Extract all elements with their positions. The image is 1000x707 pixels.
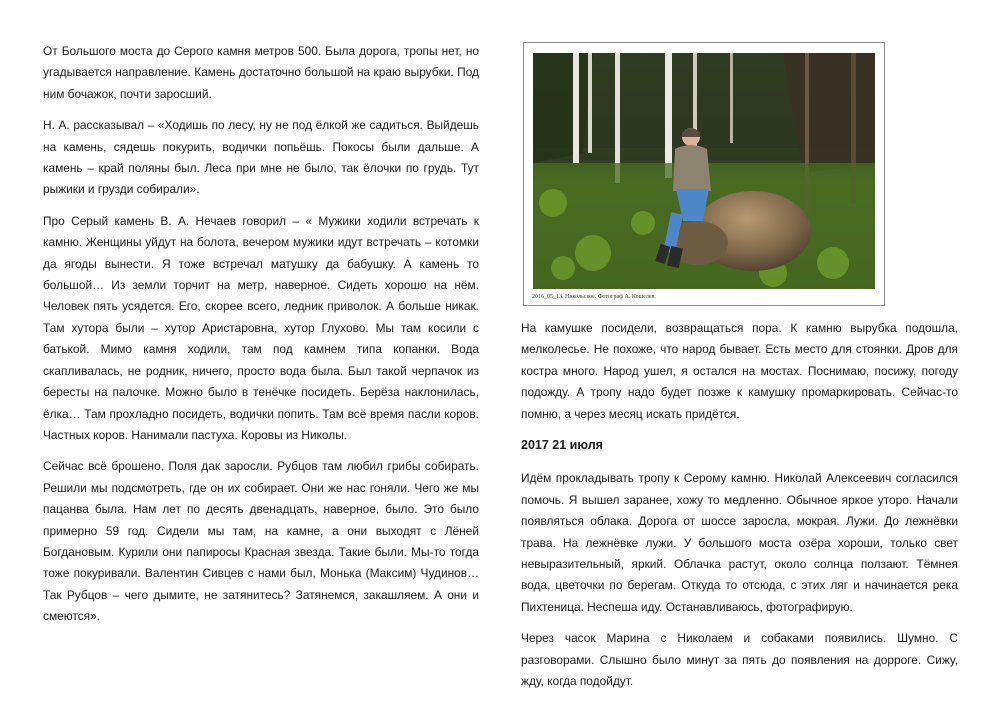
paragraph: Про Серый камень В. А. Нечаев говорил – « Мужики ходили встречать к камню. Женщины уйдут на болота, вечером мужики идут встречать – котомки да ягоды вынести. Я тоже встречал матушку да бабушку. А камень то большой… Из земли торчит на метр, наверное. Сидеть хорошо на нём. Человек пять усядется. Его, скорее всего, ледник приволок. А больше никак. Там хутора были – хутор Аристаровна, хутор Глухово. Мы там косили с батькой. Мимо камня ходили, там под камнем типа копанки. Вода скапливалась, не родник, ничего, просто вода была. Был такой черпачок из бересты на палочке. Можно было в тенёчке посидеть. Берёза наклонилась, ёлка… Там прохладно посидеть, водички попить. Там всё время пасли коров. Частных коров. Нанимали пастуха. Коровы из Николы. [43,213,479,442]
photo-frame [523,42,885,306]
right-text-column [521,318,958,703]
photo-caption: 2016_05_13. Никольское. Фотограф А. Кошелев. [532,294,656,300]
forest-photo [533,53,875,289]
paragraph: Сейчас всё брошено. Поля дак заросли. Рубцов там любил грибы собирать. Решили мы подсмотреть, где он их собирает. Они же нас гоняли. Чего же мы пацанва была. Нам лет по десять двенадцать, наверное, было. Это было примерно 59 год. Сидели мы там, на камне, а они выходят с Лёней Богдановым. Курили они папиросы Красная звезда. Такие были. Мы-то тогда тоже покуривали. Валентин Сивцев с нами был, Монька (Максим) Чудинов… Так Рубцов – чего дымите, не затянитесь? Затянемся, закашляем. А они и смеются». [43,459,479,624]
paragraph: На камушке посидели, возвращаться пора. К камню вырубка подошла, мелколесье. Не похоже, что народ бывает. Есть место для стоянки. Дров для костра много. Народ ушел, я остался на мостах. Поснимаю, посижу, погоду подожду. А тропу надо будет позже к камушку промаркировать. Сейчас-то помню, а через месяц искать придётся. [521,321,958,421]
date-heading: 2017 21 июля [521,438,603,453]
paragraph: От Большого моста до Серого камня метров 500. Была дорога, тропы нет, но угадывается направление. Камень достаточно большой на краю вырубки. Под ним бочажок, почти заросший. [43,44,479,101]
paragraph: Н. А. рассказывал – «Ходишь по лесу, ну не под ёлкой же садиться. Выйдешь на камень, сядешь покурить, водички попьёшь. Покосы были дальше. А камень – край поляны был. Леса при мне не было, так ёлочки по грудь. Тут рыжики и грузди собирали». [43,118,479,197]
paragraph: Через часок Марина с Николаем и собаками появились. Шумно. С разговорами. Слышно было минут за пять до появления на дорроге. Сижу, жду, когда подойдут. [521,631,958,689]
left-text-column [43,41,479,638]
paragraph: Идём прокладывать тропу к Серому камню. Николай Алексеевич согласился помочь. Я вышел заранее, хожу то медленно. Обычное яркое уторо. Начали появляться облака. Дорога от шоссе заросла, мокрая. Лужи. До лежнёвки трава. На лежнёвке лужи. У большого моста озёра хороши, только свет невыразительный, яркий. Облачка растут, около солнца ползают. Тёмнея вода, цветочки по берегам. Откуда то отсюда, с этих ляг и начинается река Пихтеница. Неспеша иду. Останавливаюсь, фотографирую. [521,471,958,614]
